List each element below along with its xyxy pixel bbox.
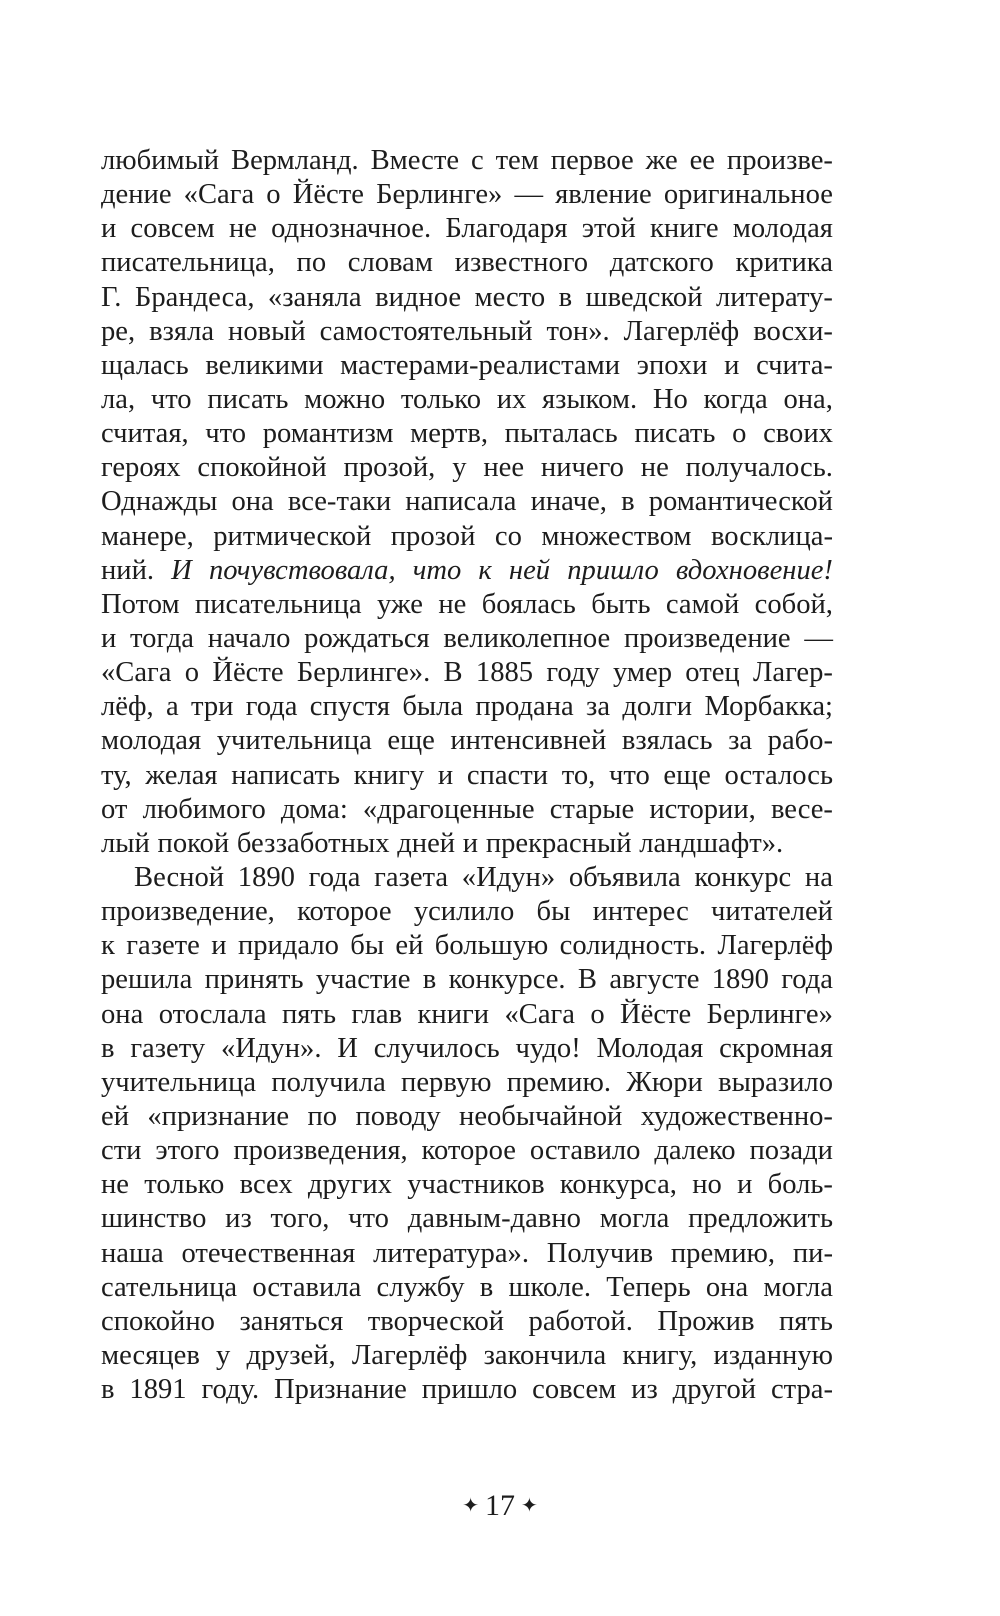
text-line: любимый Вермланд. Вместе с тем первое же ее произве- xyxy=(101,145,833,176)
text-line: «Сага о Йёсте Берлинге». В 1885 году умер отец Лагер- xyxy=(101,657,833,689)
text-line: ре, взяла новый самостоятельный тон». Лагерлёф восхи- xyxy=(101,315,833,347)
text-line: сти этого произведения, которое оставило далеко позади xyxy=(101,1135,833,1167)
text-line: в газету «Идун». И случилось чудо! Молодая скромная xyxy=(101,1032,833,1064)
page-number-footer xyxy=(0,1488,1000,1526)
text-line: учительница получила первую премию. Жюри выразило xyxy=(101,1066,833,1098)
page-number: 17 xyxy=(485,1489,515,1522)
body-text xyxy=(101,144,833,1407)
text-line: ний. И почувствовала, что к ней пришло вдохновение! xyxy=(101,554,833,586)
text-line: манере, ритмической прозой со множеством восклица- xyxy=(101,520,833,552)
text-line: молодая учительница еще интенсивней взялась за рабо- xyxy=(101,725,833,757)
text-line: Весной 1890 года газета «Идун» объявила конкурс на xyxy=(134,861,833,893)
text-line: месяцев у друзей, Лагерлёф закончила книгу, изданную xyxy=(101,1339,833,1371)
text-line: Потом писательница уже не боялась быть самой собой, xyxy=(101,588,833,620)
text-line: от любимого дома: «драгоценные старые истории, весе- xyxy=(101,793,833,825)
ornament-star-icon: ✦ xyxy=(521,1495,538,1518)
text-line: считая, что романтизм мертв, пыталась писать о своих xyxy=(101,418,833,450)
text-line: ей «признание по поводу необычайной художественно- xyxy=(101,1100,833,1132)
text-line: в 1891 году. Признание пришло совсем из другой стра- xyxy=(101,1374,833,1406)
text-line: не только всех других участников конкурса, но и боль- xyxy=(101,1169,833,1201)
text-line: шинство из того, что давным-давно могла предложить xyxy=(101,1203,833,1235)
text-line: щалась великими мастерами-реалистами эпохи и счита- xyxy=(101,349,833,381)
text-line: сательница оставила службу в школе. Теперь она могла xyxy=(101,1271,833,1303)
text-line: Г. Брандеса, «заняла видное место в шведской литерату- xyxy=(101,281,833,313)
text-line: дение «Сага о Йёсте Берлинге» — явление оригинальное xyxy=(101,179,833,211)
text-line: наша отечественная литература». Получив премию, пи- xyxy=(101,1237,833,1269)
text-line: она отослала пять глав книги «Сага о Йёсте Берлинге» xyxy=(101,998,833,1030)
text-line: лый покой беззаботных дней и прекрасный ландшафт». xyxy=(101,827,784,859)
paragraph xyxy=(101,861,833,1407)
text-line: писательница, по словам известного датского критика xyxy=(101,247,833,279)
text-line: к газете и придало бы ей большую солидность. Лагерлёф xyxy=(101,930,833,962)
text-line: решила принять участие в конкурсе. В августе 1890 года xyxy=(101,964,833,996)
text-line: лёф, а три года спустя была продана за долги Морбакка; xyxy=(101,691,833,723)
text-line: Однажды она все-таки написала иначе, в романтической xyxy=(101,486,833,518)
text-line: ту, желая написать книгу и спасти то, что еще осталось xyxy=(101,759,833,791)
text-line: героях спокойной прозой, у нее ничего не получалось. xyxy=(101,452,833,484)
text-line: произведение, которое усилило бы интерес читателей xyxy=(101,896,833,928)
text-line: и тогда начало рождаться великолепное произведение — xyxy=(101,622,833,654)
ornament-star-icon: ✦ xyxy=(462,1495,479,1518)
text-line: ла, что писать можно только их языком. Но когда она, xyxy=(101,383,833,415)
text-line: и совсем не однозначное. Благодаря этой книге молодая xyxy=(101,213,833,245)
paragraph xyxy=(101,144,833,861)
text-line: спокойно заняться творческой работой. Прожив пять xyxy=(101,1305,833,1337)
